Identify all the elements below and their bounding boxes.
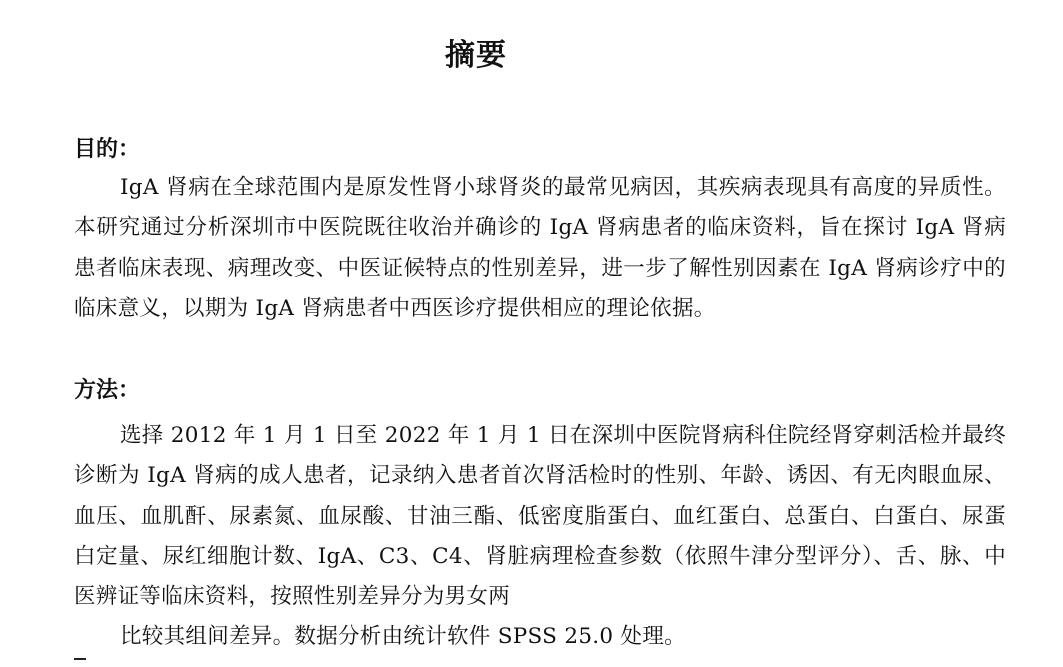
section-paragraph-method: 选择 2012 年 1 月 1 日至 2022 年 1 月 1 日在深圳中医院肾病科住院经肾穿刺活检并最终诊断为 IgA 肾病的成人患者，记录纳入患者首次肾活检时的性别、年龄、诱因、有无肉眼血尿、血压、血肌酐、尿素氮、血尿酸、甘油三酯、低密度脂蛋白、血红蛋白、总蛋白、白蛋白、尿蛋白定量、尿红细胞计数、IgA、C3、C4、肾脏病理检查参数（依照牛津分型评分）、舌、脉、中医辨证等临床资料，按照性别差异分为男女两	[74, 423, 1006, 610]
section-paragraph-method-last-line: 比较其组间差异。数据分析由统计软件 SPSS 25.0 处理。	[120, 624, 686, 649]
section-heading-purpose: 目的：	[74, 136, 141, 162]
section-heading-method: 方法：	[74, 377, 141, 403]
cut-off-text-fragment	[74, 658, 86, 667]
document-title: 摘要	[445, 38, 507, 73]
section-paragraph-purpose: IgA 肾病在全球范围内是原发性肾小球肾炎的最常见病因，其疾病表现具有高度的异质性。本研究通过分析深圳市中医院既往收治并确诊的 IgA 肾病患者的临床资料，旨在探讨 IgA 肾病患者临床表现、病理改变、中医证候特点的性别差异，进一步了解性别因素在 IgA 肾病诊疗中的临床意义，以期为 IgA 肾病患者中西医诊疗提供相应的理论依据。	[74, 175, 1006, 321]
